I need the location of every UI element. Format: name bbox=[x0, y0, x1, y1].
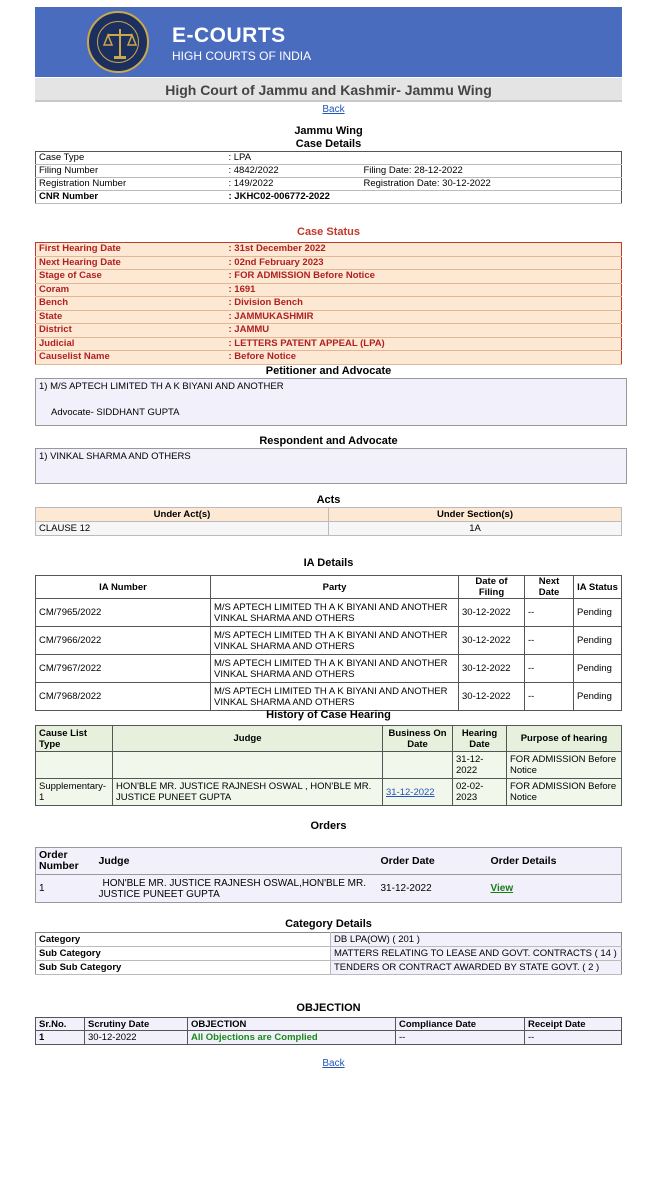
history-col-business-line2: Date bbox=[407, 738, 428, 750]
status-label: District bbox=[36, 324, 226, 338]
history-purpose bbox=[507, 752, 622, 779]
history-judge-line2: JUSTICE PUNEET GUPTA bbox=[116, 792, 232, 803]
history-col-hearing-line1: Hearing bbox=[461, 727, 498, 739]
history-type bbox=[36, 752, 113, 779]
case-type-value: : LPA bbox=[228, 152, 252, 163]
order-details bbox=[488, 875, 622, 903]
table-row bbox=[36, 337, 622, 351]
table-row bbox=[36, 576, 622, 599]
status-label: First Hearing Date bbox=[36, 243, 226, 257]
petitioner-advocate: Advocate- SIDDHANT GUPTA bbox=[51, 407, 180, 418]
business-date-link[interactable]: 31-12-2022 bbox=[386, 786, 435, 798]
ia-filing-date: 30-12-2022 bbox=[459, 599, 525, 627]
status-label: Coram bbox=[36, 283, 226, 297]
court-name: High Court of Jammu and Kashmir- Jammu Wing bbox=[35, 78, 622, 102]
case-type-label: Case Type bbox=[39, 152, 85, 163]
table-row bbox=[36, 310, 622, 324]
orders-col-number-line1: Order bbox=[39, 849, 68, 861]
ia-party bbox=[211, 627, 459, 655]
order-number: 1 bbox=[39, 883, 45, 894]
ia-col-filing: Date of Filing bbox=[459, 576, 525, 599]
status-value: : FOR ADMISSION Before Notice bbox=[226, 270, 622, 284]
table-row bbox=[36, 752, 622, 779]
respondent-heading: Respondent and Advocate bbox=[259, 435, 398, 447]
history-col-judge: Judge bbox=[113, 726, 383, 752]
status-value: : 31st December 2022 bbox=[226, 243, 622, 257]
objection-sr: 1 bbox=[36, 1031, 85, 1045]
history-purpose-line2: Notice bbox=[510, 765, 537, 776]
objection-table bbox=[35, 1017, 622, 1045]
status-value: : 02nd February 2023 bbox=[226, 256, 622, 270]
table-row bbox=[36, 1031, 622, 1045]
history-judge bbox=[113, 752, 383, 779]
table-row bbox=[36, 655, 622, 683]
status-value: : JAMMUKASHMIR bbox=[226, 310, 622, 324]
ia-filing-date: 30-12-2022 bbox=[459, 683, 525, 711]
orders-col-details: Order Details bbox=[488, 848, 622, 875]
ia-party-2: VINKAL SHARMA AND OTHERS bbox=[214, 696, 355, 708]
status-label: State bbox=[36, 310, 226, 324]
acts-heading: Acts bbox=[316, 494, 341, 506]
ia-number: CM/7968/2022 bbox=[36, 683, 211, 711]
status-label: Causelist Name bbox=[36, 351, 226, 365]
objection-receipt-date: -- bbox=[525, 1031, 622, 1045]
history-col-business bbox=[383, 726, 453, 752]
objection-col-objection: OBJECTION bbox=[188, 1018, 396, 1031]
table-row bbox=[36, 683, 622, 711]
status-label: Bench bbox=[36, 297, 226, 311]
objection-col-compliance: Compliance Date bbox=[396, 1018, 525, 1031]
ia-col-party: Party bbox=[211, 576, 459, 599]
ia-party-1: M/S APTECH LIMITED TH A K BIYANI AND ANOTHER bbox=[214, 601, 448, 613]
orders-col-date: Order Date bbox=[378, 848, 488, 875]
table-row bbox=[36, 297, 622, 311]
ia-party bbox=[211, 599, 459, 627]
history-business-date bbox=[383, 779, 453, 806]
cnr-value: : JKHC02-006772-2022 bbox=[228, 191, 330, 202]
table-row bbox=[36, 256, 622, 270]
orders-col-number-line2: Number bbox=[39, 860, 79, 872]
history-col-purpose: Purpose of hearing bbox=[507, 726, 622, 752]
case-status-heading: Case Status bbox=[297, 226, 360, 238]
ia-next-date: -- bbox=[525, 599, 574, 627]
table-row bbox=[36, 599, 622, 627]
ia-table bbox=[35, 575, 622, 711]
ia-party bbox=[211, 655, 459, 683]
status-value: : Before Notice bbox=[226, 351, 622, 365]
petitioner-heading: Petitioner and Advocate bbox=[265, 365, 392, 377]
view-order-link[interactable]: View bbox=[490, 883, 514, 894]
brand-title: E-COURTS bbox=[172, 24, 286, 47]
filing-date: Filing Date: 28-12-2022 bbox=[363, 165, 463, 176]
history-col-business-line1: Business On bbox=[388, 727, 447, 739]
history-type-line1: Supplementary- bbox=[39, 781, 107, 792]
ia-col-next: Next Date bbox=[525, 576, 574, 599]
history-heading: History of Case Hearing bbox=[266, 709, 391, 721]
ia-party-2: VINKAL SHARMA AND OTHERS bbox=[214, 640, 355, 652]
status-value: : JAMMU bbox=[226, 324, 622, 338]
case-status-table bbox=[35, 242, 622, 365]
wing-title: Jammu Wing bbox=[294, 125, 363, 137]
history-type-line2: 1 bbox=[39, 792, 45, 803]
objection-heading: OBJECTION bbox=[296, 1002, 361, 1014]
ia-number: CM/7967/2022 bbox=[36, 655, 211, 683]
table-row bbox=[36, 1018, 622, 1031]
objection-compliance-date: -- bbox=[396, 1031, 525, 1045]
category-heading: Category Details bbox=[285, 918, 372, 930]
ia-party-2: VINKAL SHARMA AND OTHERS bbox=[214, 668, 355, 680]
category-label: Category bbox=[36, 933, 331, 947]
objection-col-sr: Sr.No. bbox=[36, 1018, 85, 1031]
ia-status: Pending bbox=[574, 683, 622, 711]
history-col-hearing bbox=[453, 726, 507, 752]
sub-category-value: MATTERS RELATING TO LEASE AND GOVT. CONTRACTS ( 14 ) bbox=[331, 947, 622, 961]
table-row bbox=[36, 522, 622, 536]
table-row bbox=[36, 243, 622, 257]
history-judge-line1: HON'BLE MR. JUSTICE RAJNESH OSWAL , HON'BLE MR. bbox=[116, 781, 372, 792]
act-value: CLAUSE 12 bbox=[36, 522, 329, 536]
case-details-table bbox=[35, 151, 622, 204]
acts-table bbox=[35, 507, 622, 536]
objection-col-receipt: Receipt Date bbox=[525, 1018, 622, 1031]
orders-col-judge: Judge bbox=[96, 848, 378, 875]
ia-number: CM/7965/2022 bbox=[36, 599, 211, 627]
status-value: : LETTERS PATENT APPEAL (LPA) bbox=[226, 337, 622, 351]
objection-text: All Objections are Complied bbox=[188, 1031, 396, 1045]
petitioner-box bbox=[35, 378, 627, 426]
order-date: 31-12-2022 bbox=[380, 883, 432, 894]
registration-number-value: : 149/2022 bbox=[228, 178, 274, 189]
history-type bbox=[36, 779, 113, 806]
back-link-bottom[interactable]: Back bbox=[322, 1058, 345, 1069]
table-row bbox=[36, 283, 622, 297]
acts-col-section: Under Section(s) bbox=[329, 508, 622, 522]
table-row bbox=[36, 848, 622, 875]
respondent-name: 1) VINKAL SHARMA AND OTHERS bbox=[39, 451, 191, 462]
ia-col-status: IA Status bbox=[574, 576, 622, 599]
table-row bbox=[36, 508, 622, 522]
brand-subtitle: HIGH COURTS OF INDIA bbox=[172, 49, 312, 63]
ia-filing-date: 30-12-2022 bbox=[459, 627, 525, 655]
history-purpose bbox=[507, 779, 622, 806]
ia-next-date: -- bbox=[525, 683, 574, 711]
table-row bbox=[36, 947, 622, 961]
ia-party bbox=[211, 683, 459, 711]
ia-next-date: -- bbox=[525, 627, 574, 655]
ia-party-1: M/S APTECH LIMITED TH A K BIYANI AND ANOTHER bbox=[214, 657, 448, 669]
table-row bbox=[36, 961, 622, 975]
filing-number-label: Filing Number bbox=[39, 165, 99, 176]
table-row bbox=[36, 178, 622, 191]
ia-party-2: VINKAL SHARMA AND OTHERS bbox=[214, 612, 355, 624]
ia-party-1: M/S APTECH LIMITED TH A K BIYANI AND ANOTHER bbox=[214, 629, 448, 641]
ia-number: CM/7966/2022 bbox=[36, 627, 211, 655]
table-row bbox=[36, 270, 622, 284]
table-row bbox=[36, 627, 622, 655]
table-row bbox=[36, 165, 622, 178]
order-judge-line1: HON'BLE MR. JUSTICE RAJNESH OSWAL,HON'BLE MR. bbox=[102, 877, 366, 889]
status-value: : Division Bench bbox=[226, 297, 622, 311]
table-row bbox=[36, 152, 622, 165]
history-hearing-date: 02-02-2023 bbox=[453, 779, 507, 806]
table-row bbox=[36, 875, 622, 903]
category-value: DB LPA(OW) ( 201 ) bbox=[331, 933, 622, 947]
respondent-box bbox=[35, 448, 627, 484]
section-value: 1A bbox=[329, 522, 622, 536]
petitioner-name: 1) M/S APTECH LIMITED TH A K BIYANI AND ANOTHER bbox=[39, 381, 284, 392]
table-row bbox=[36, 779, 622, 806]
status-label: Judicial bbox=[36, 337, 226, 351]
back-link-top[interactable]: Back bbox=[322, 104, 345, 115]
order-judge bbox=[96, 875, 378, 903]
history-purpose-line1: FOR ADMISSION Before bbox=[510, 754, 617, 765]
sub-sub-category-label: Sub Sub Category bbox=[36, 961, 331, 975]
ia-filing-date: 30-12-2022 bbox=[459, 655, 525, 683]
history-table bbox=[35, 725, 622, 806]
table-row bbox=[36, 933, 622, 947]
table-row bbox=[36, 351, 622, 365]
table-row bbox=[36, 191, 622, 204]
history-hearing-date: 31-12-2022 bbox=[453, 752, 507, 779]
registration-number-label: Registration Number bbox=[39, 178, 127, 189]
ia-status: Pending bbox=[574, 655, 622, 683]
history-col-type: Cause List Type bbox=[36, 726, 113, 752]
history-purpose-line2: Notice bbox=[510, 792, 537, 803]
history-judge bbox=[113, 779, 383, 806]
ia-party-1: M/S APTECH LIMITED TH A K BIYANI AND ANOTHER bbox=[214, 685, 448, 697]
sub-sub-category-value: TENDERS OR CONTRACT AWARDED BY STATE GOVT. ( 2 ) bbox=[331, 961, 622, 975]
ecourts-emblem-icon bbox=[87, 11, 149, 73]
orders-heading: Orders bbox=[310, 820, 347, 832]
status-label: Next Hearing Date bbox=[36, 256, 226, 270]
ia-status: Pending bbox=[574, 599, 622, 627]
table-row bbox=[36, 726, 622, 752]
registration-date: Registration Date: 30-12-2022 bbox=[363, 178, 491, 189]
orders-table bbox=[35, 847, 622, 903]
ia-next-date: -- bbox=[525, 655, 574, 683]
status-label: Stage of Case bbox=[36, 270, 226, 284]
objection-scrutiny-date: 30-12-2022 bbox=[85, 1031, 188, 1045]
ia-col-number: IA Number bbox=[36, 576, 211, 599]
history-col-hearing-line2: Date bbox=[469, 738, 490, 750]
table-row bbox=[36, 324, 622, 338]
orders-col-number bbox=[36, 848, 96, 875]
filing-number-value: : 4842/2022 bbox=[228, 165, 279, 176]
cnr-label: CNR Number bbox=[39, 191, 99, 202]
status-value: : 1691 bbox=[226, 283, 622, 297]
history-purpose-line1: FOR ADMISSION Before bbox=[510, 781, 617, 792]
header-banner bbox=[35, 7, 622, 77]
sub-category-label: Sub Category bbox=[36, 947, 331, 961]
acts-col-act: Under Act(s) bbox=[36, 508, 329, 522]
ia-status: Pending bbox=[574, 627, 622, 655]
history-business-date[interactable] bbox=[383, 752, 453, 779]
case-details-heading: Case Details bbox=[295, 138, 362, 150]
category-table bbox=[35, 932, 622, 975]
ia-heading: IA Details bbox=[303, 557, 354, 569]
objection-col-scrutiny: Scrutiny Date bbox=[85, 1018, 188, 1031]
order-judge-line2: JUSTICE PUNEET GUPTA bbox=[98, 888, 220, 900]
